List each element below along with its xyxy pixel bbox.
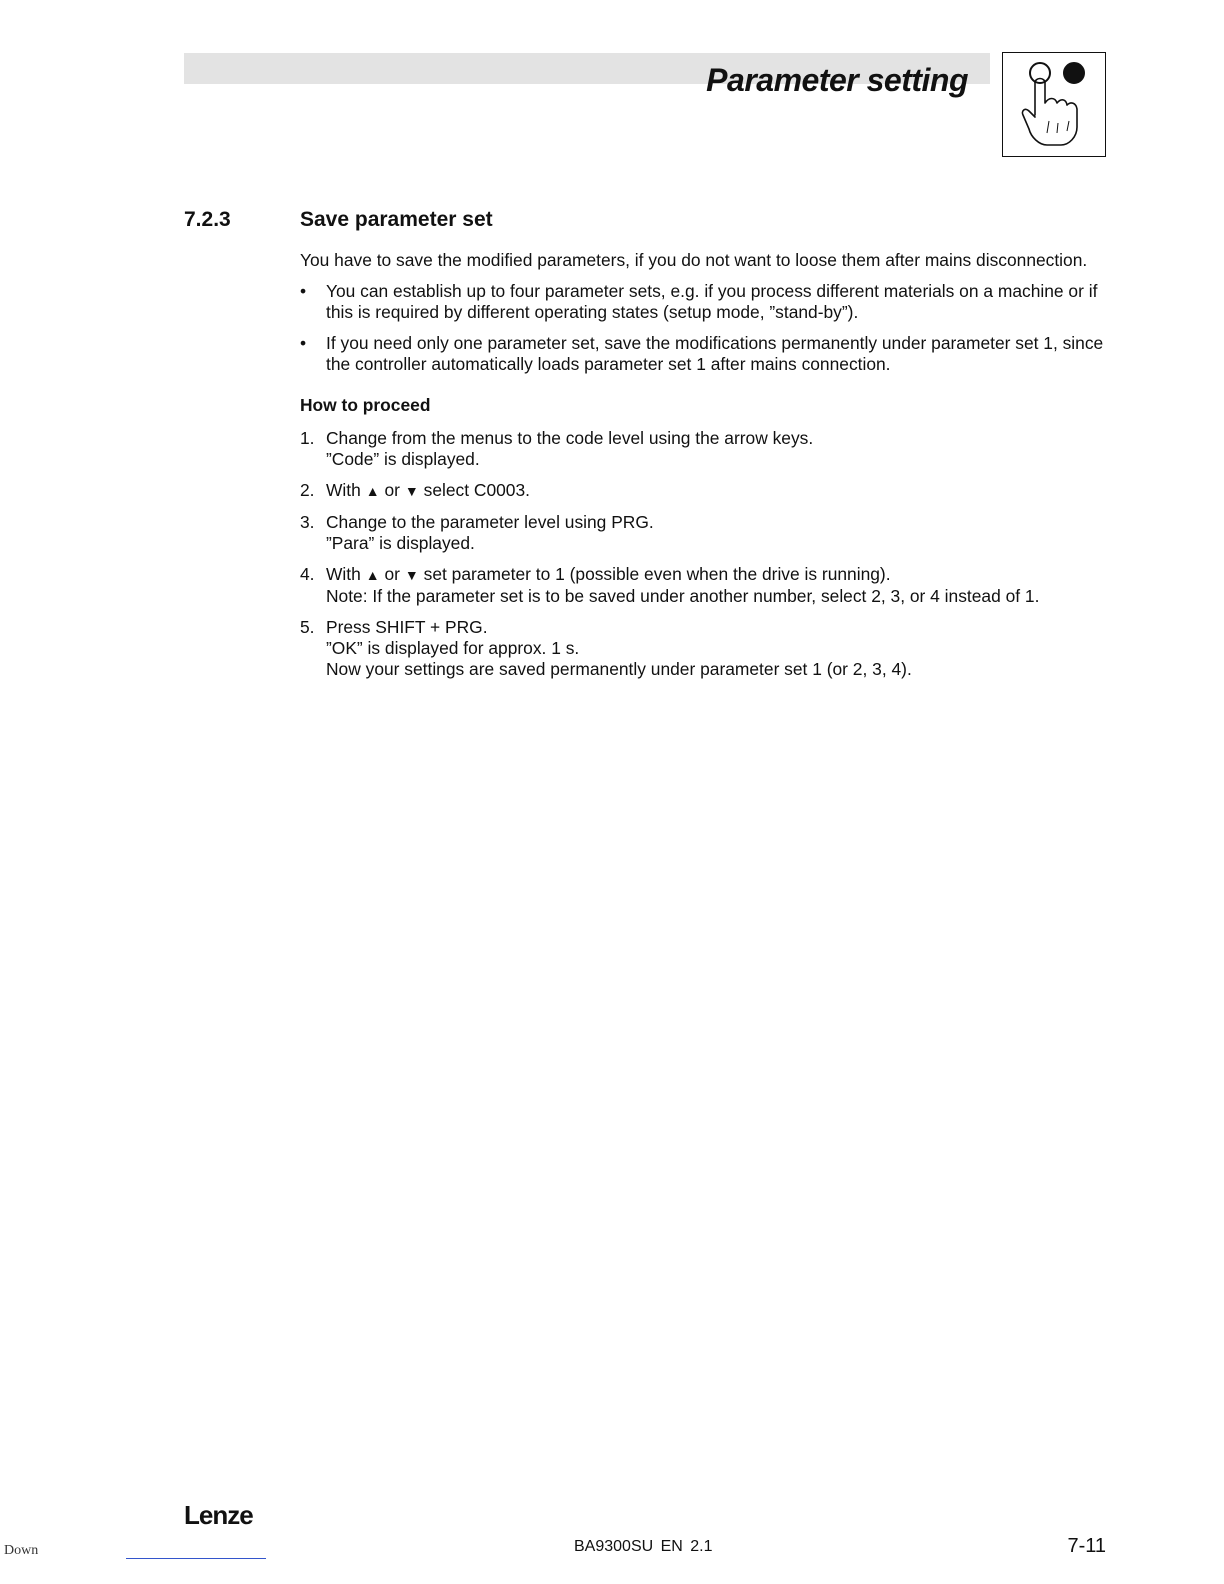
content-body xyxy=(300,250,1108,690)
step-text: With xyxy=(326,564,361,584)
step-line: Change from the menus to the code level using the arrow keys. xyxy=(326,428,814,448)
step-line: ”Code” is displayed. xyxy=(326,449,480,469)
bullet-list xyxy=(300,281,1108,375)
step-number: 3. xyxy=(300,512,315,532)
page-number: 7-11 xyxy=(1067,1535,1106,1557)
bullet-icon: • xyxy=(300,333,307,353)
lenze-logo: Lenze xyxy=(184,1500,253,1530)
footer-doc-id: BA9300SU EN 2.1 xyxy=(574,1538,713,1555)
intro-paragraph: You have to save the modified parameters, if you do not want to loose them after mains disconnection. xyxy=(300,250,1088,270)
arrow-down-icon: ▼ xyxy=(404,567,419,583)
step-line: Now your settings are saved permanently under parameter set 1 (or 2, 3, 4). xyxy=(326,659,912,679)
step-item xyxy=(300,564,1108,607)
step-line xyxy=(326,480,1108,502)
step-text: or xyxy=(384,480,400,500)
arrow-up-icon: ▲ xyxy=(365,483,380,499)
bullet-text: If you need only one parameter set, save the modifications permanently under parameter set 1, since the controller automatically loads parameter set 1 after mains connection. xyxy=(326,333,1104,374)
step-number: 2. xyxy=(300,480,315,500)
step-line: ”OK” is displayed for approx. 1 s. xyxy=(326,638,580,658)
arrow-up-icon: ▲ xyxy=(365,567,380,583)
step-item xyxy=(300,480,1108,502)
step-item xyxy=(300,428,1108,470)
step-number: 4. xyxy=(300,564,315,584)
step-text: set parameter to 1 (possible even when the drive is running). xyxy=(423,564,891,584)
header-icon-box xyxy=(1002,52,1106,157)
step-item xyxy=(300,617,1108,680)
section-number: 7.2.3 xyxy=(184,208,231,231)
how-to-heading: How to proceed xyxy=(300,395,431,415)
edge-text: Down xyxy=(4,1543,39,1558)
step-line: ”Para” is displayed. xyxy=(326,533,475,553)
step-number: 5. xyxy=(300,617,315,637)
step-number: 1. xyxy=(300,428,315,448)
list-item xyxy=(300,281,1108,323)
step-item xyxy=(300,512,1108,554)
step-note: Note: If the parameter set is to be saved under another number, select 2, 3, or 4 instead of 1. xyxy=(326,586,1040,606)
step-text: With xyxy=(326,480,361,500)
step-line xyxy=(326,564,1108,586)
edge-link-underline xyxy=(126,1558,266,1559)
step-line: Press SHIFT + PRG. xyxy=(326,617,488,637)
hand-pressing-key-icon xyxy=(1003,53,1105,155)
bullet-text: You can establish up to four parameter sets, e.g. if you process different materials on a machine or if this is required by different operating states (setup mode, ”stand-by”). xyxy=(326,281,1098,322)
bullet-icon: • xyxy=(300,281,307,301)
step-text: select C0003. xyxy=(423,480,530,500)
step-line: Change to the parameter level using PRG. xyxy=(326,512,654,532)
list-item xyxy=(300,333,1108,375)
arrow-down-icon: ▼ xyxy=(404,483,419,499)
step-text: or xyxy=(384,564,400,584)
section-title: Save parameter set xyxy=(300,208,493,231)
page-title: Parameter setting xyxy=(706,62,968,98)
steps-list xyxy=(300,428,1108,680)
